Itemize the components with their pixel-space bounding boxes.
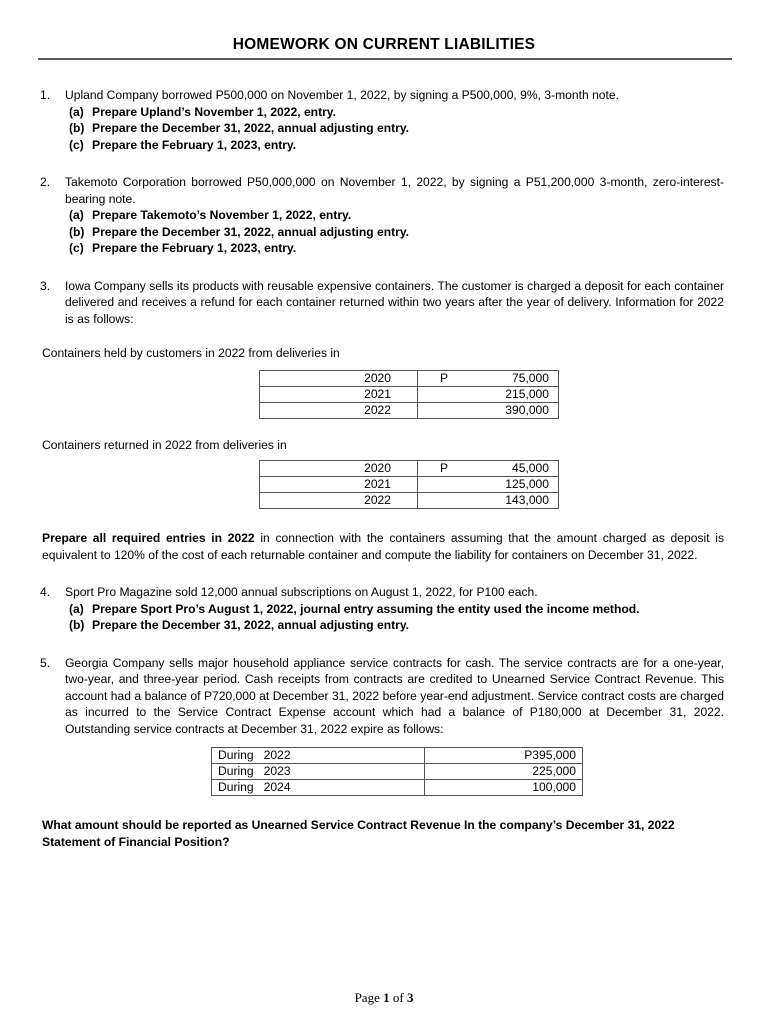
amount-value: 125,000: [505, 477, 549, 491]
item-body: [65, 87, 724, 153]
table-row: [212, 780, 583, 796]
period-cell: [212, 748, 425, 764]
subitem-text: Prepare the February 1, 2023, entry.: [92, 241, 297, 255]
amount-cell: [418, 461, 559, 477]
question-item-5: [40, 655, 724, 738]
footer-middle: of: [389, 990, 407, 1005]
section3-instruction: [40, 530, 724, 563]
spacer: [40, 796, 724, 817]
item-number: 4.: [40, 585, 51, 599]
item-body: [65, 174, 724, 257]
subitem-tag: (c): [69, 137, 84, 152]
period-year: 2022: [263, 748, 291, 762]
title-block: [0, 0, 768, 60]
containers-held-table-wrap: [40, 362, 724, 419]
period-label: During: [218, 748, 254, 762]
spacer: [40, 153, 724, 174]
containers-held-label: Containers held by customers in 2022 from deliveries in: [42, 346, 340, 360]
table-row: [260, 477, 559, 493]
question-item-3: [40, 278, 724, 328]
subitem-tag: (a): [69, 104, 84, 119]
question-item-1: [40, 87, 724, 153]
spacer: [40, 634, 724, 655]
subitem-tag: (a): [69, 601, 84, 616]
spacer: [40, 509, 724, 530]
amount-value: 45,000: [512, 461, 549, 475]
subitem-a: [65, 207, 724, 224]
period-cell: [212, 780, 425, 796]
item-body: [65, 655, 724, 738]
subitem-text: Prepare the December 31, 2022, annual adjusting entry.: [92, 224, 410, 239]
containers-held-table: [259, 370, 559, 419]
amount-value: 75,000: [512, 370, 549, 385]
table-row: [260, 461, 559, 477]
spacer: [40, 419, 724, 437]
subitem-a: [65, 104, 724, 121]
amount-value: 215,000: [505, 386, 549, 401]
amount-cell: [418, 493, 559, 509]
period-year: 2023: [263, 764, 291, 778]
item-body: [65, 584, 724, 634]
year-cell: 2020: [260, 461, 418, 477]
currency-symbol: P: [440, 461, 449, 475]
year-cell: 2020: [260, 370, 418, 386]
currency-symbol: P: [440, 370, 449, 385]
containers-returned-label: Containers returned in 2022 from deliveries in: [42, 437, 287, 452]
year-cell: 2022: [260, 493, 418, 509]
table-row: [260, 402, 559, 418]
amount-value: 143,000: [505, 493, 549, 507]
item-text: Takemoto Corporation borrowed P50,000,000 on November 1, 2022, by signing a P51,200,000 3-month, zero-interest-bearing note.: [65, 175, 724, 206]
subitem-c: [65, 240, 724, 257]
question-item-2: [40, 174, 724, 257]
item-number: 1.: [40, 88, 51, 102]
item-text: Upland Company borrowed P500,000 on November 1, 2022, by signing a P500,000, 9%, 3-month note.: [65, 88, 619, 102]
period-label: During: [218, 764, 254, 778]
value-cell: 225,000: [425, 764, 583, 780]
subitem-text: Prepare Upland’s November 1, 2022, entry.: [92, 104, 336, 119]
amount-cell: [418, 386, 559, 402]
period-year: 2024: [263, 780, 291, 794]
subitem-tag: (a): [69, 208, 84, 222]
subitem-tag: (b): [69, 224, 85, 239]
period-label: During: [218, 780, 254, 794]
footer-page-number: 1: [383, 990, 390, 1005]
subitem-text: Prepare Takemoto’s November 1, 2022, entry.: [92, 208, 352, 222]
item-text: Georgia Company sells major household appliance service contracts for cash. The service contracts are for a one-year, two-year, and three-year period. Cash receipts from contracts are credited to Unearned Service Contract Revenue. This account had a balance of P720,000 at December 31, 2022 before year-end adjustment. Service contract costs are charged as incurred to the Service Contract Expense account which had a balance of P180,000 at December 31, 2022. Outstanding service contracts at December 31, 2022 expire as follows:: [65, 655, 724, 736]
period-cell: [212, 764, 425, 780]
amount-value: 390,000: [505, 402, 549, 417]
footer-prefix: Page: [354, 990, 384, 1005]
document-content: [40, 60, 724, 851]
subitem-b: [65, 617, 724, 634]
subitem-a: [65, 601, 724, 618]
instruction-rest: in connection with the containers assuming that the amount charged as deposit is equivalent to 120% of the cost of each returnable container and compute the liability for containers on December 31, 2022.: [42, 531, 724, 562]
table-row: [212, 748, 583, 764]
value-cell: 100,000: [425, 780, 583, 796]
item-body: [65, 278, 724, 328]
amount-cell: [418, 370, 559, 386]
subitem-b: [65, 120, 724, 137]
subitem-text: Prepare the December 31, 2022, annual adjusting entry.: [92, 121, 410, 135]
footer-total-pages: 3: [406, 990, 414, 1005]
question-item-4: [40, 584, 724, 634]
containers-returned-table: [259, 460, 559, 509]
subitem-text: Prepare the February 1, 2023, entry.: [92, 137, 297, 152]
containers-returned-table-wrap: [40, 453, 724, 509]
page-title: HOMEWORK ON CURRENT LIABILITIES: [232, 36, 536, 53]
contracts-expire-table: [211, 747, 583, 796]
spacer: [40, 257, 724, 278]
page-footer: [0, 990, 768, 1006]
item-text: Iowa Company sells its products with reusable expensive containers. The customer is charged a deposit for each container delivered and receives a refund for each container returned within two years after the year of delivery. Information for 2022 is as follows:: [65, 278, 724, 326]
amount-cell: [418, 402, 559, 418]
item-number: 3.: [40, 278, 51, 293]
table-row: [260, 370, 559, 386]
subitem-tag: (c): [69, 241, 84, 255]
table-row: [260, 386, 559, 402]
subitem-tag: (b): [69, 121, 85, 135]
subitem-text: Prepare Sport Pro’s August 1, 2022, journal entry assuming the entity used the income method.: [92, 601, 640, 616]
subitem-c: [65, 137, 724, 154]
item-number: 5.: [40, 655, 51, 670]
section5-question: What amount should be reported as Unearned Service Contract Revenue In the company’s December 31, 2022 Statement of Financial Position?: [42, 818, 675, 849]
subitem-b: [65, 224, 724, 241]
year-cell: 2021: [260, 386, 418, 402]
instruction-emphasis: Prepare all required entries in 2022: [42, 531, 255, 545]
table-row: [212, 764, 583, 780]
year-cell: 2022: [260, 402, 418, 418]
amount-cell: [418, 477, 559, 493]
value-cell: P395,000: [425, 748, 583, 764]
year-cell: 2021: [260, 477, 418, 493]
table-row: [260, 493, 559, 509]
item-number: 2.: [40, 175, 51, 189]
expire-table-wrap: [40, 737, 724, 796]
spacer: [40, 563, 724, 584]
item-text: Sport Pro Magazine sold 12,000 annual subscriptions on August 1, 2022, for P100 each.: [65, 585, 538, 599]
subitem-text: Prepare the December 31, 2022, annual adjusting entry.: [92, 618, 410, 632]
subitem-tag: (b): [69, 618, 85, 632]
spacer: [40, 327, 724, 345]
